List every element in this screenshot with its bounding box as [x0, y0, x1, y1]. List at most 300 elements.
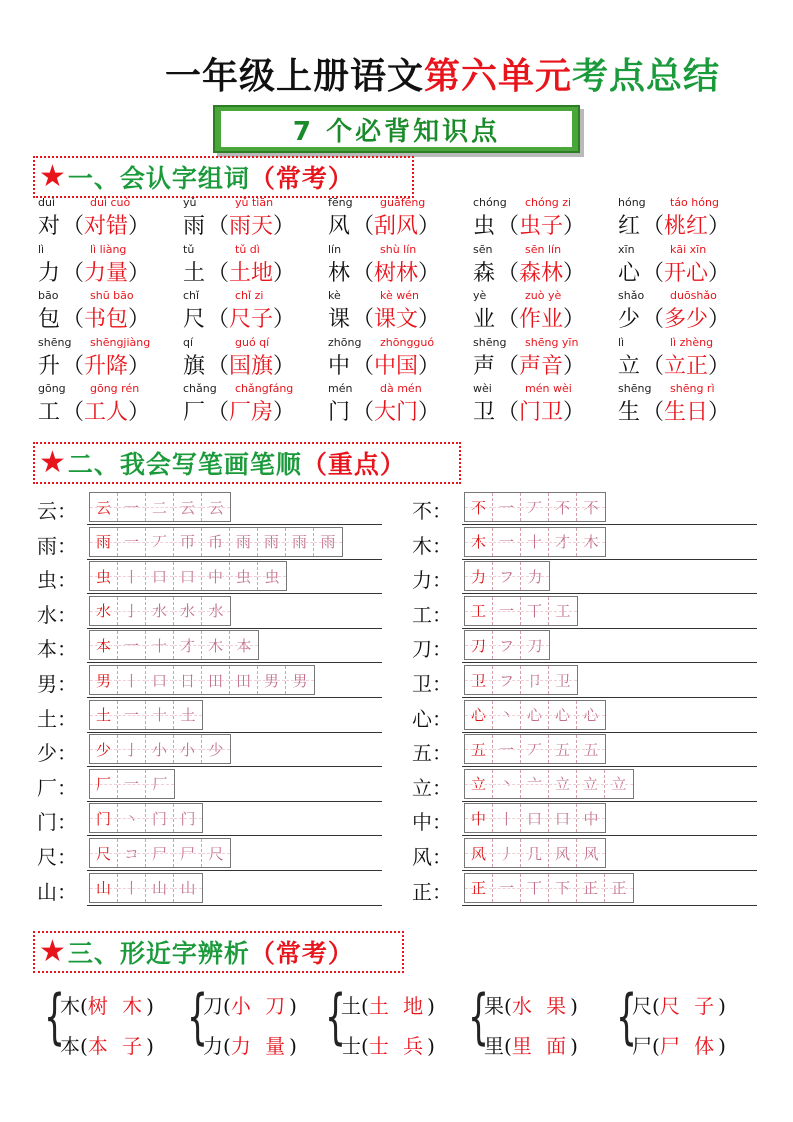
char: 森 [473, 260, 496, 286]
stroke-step: 少 [202, 735, 230, 763]
writing-line [462, 628, 757, 629]
stroke-step: 木 [577, 528, 605, 556]
stroke-step: 水 [90, 597, 118, 625]
word: 大门 [374, 400, 419, 425]
word: 生日 [664, 400, 709, 425]
stroke-step: 亠 [521, 770, 549, 798]
stroke-step: 山 [174, 874, 202, 902]
writing-line [87, 628, 382, 629]
similar-word: 尺 子 [659, 994, 719, 1018]
word-row [38, 242, 778, 289]
stroke-row [37, 838, 387, 872]
char-pinyin: lì [618, 335, 625, 349]
word-group: （开心） [642, 260, 731, 286]
word-group: （声音） [497, 353, 586, 379]
stroke-char-label: 立： [412, 775, 452, 800]
word-group: （大门） [352, 400, 441, 425]
stroke-step: 尸 [174, 839, 202, 867]
char: 升 [38, 353, 61, 379]
stroke-step: 雨 [258, 528, 286, 556]
section-tag: （常考） [249, 939, 354, 968]
char: 中 [328, 353, 351, 379]
stroke-boxes [464, 665, 578, 695]
word-item [183, 381, 328, 428]
similar-char: 尺 [632, 994, 652, 1018]
similar-char: 尸 [632, 1034, 652, 1058]
char-pinyin: wèi [473, 382, 492, 395]
writing-line [87, 905, 382, 906]
stroke-row [37, 561, 387, 595]
writing-line [462, 835, 757, 836]
stroke-step: 刀 [465, 631, 493, 659]
word-item [473, 195, 618, 242]
word-pinyin: gōng rén [90, 382, 140, 395]
char-pinyin: mén [328, 382, 353, 395]
stroke-char-label: 本： [37, 637, 77, 662]
word-item [328, 381, 473, 428]
stroke-step: 五 [549, 735, 577, 763]
section-title: 三、形近字辨析 [67, 939, 250, 968]
stroke-boxes [464, 596, 578, 626]
stroke-step: 丅 [521, 597, 549, 625]
stroke-step: フ [493, 562, 521, 590]
section-head-recognize [33, 156, 414, 198]
word-item [38, 288, 183, 335]
word-pinyin: chóng zi [525, 196, 572, 209]
char-pinyin: shǎo [618, 289, 645, 302]
stroke-step: 心 [549, 701, 577, 729]
char-pinyin: chóng [473, 196, 507, 209]
word-pinyin: guāfēng [380, 196, 426, 209]
char-pinyin: chǎng [183, 382, 217, 395]
word: 树林 [374, 260, 419, 286]
writing-line [87, 593, 382, 594]
stroke-step: 丶 [493, 701, 521, 729]
stroke-char-label: 尺： [37, 845, 77, 869]
similar-word: 水 果 [511, 994, 571, 1018]
writing-line [462, 662, 757, 663]
stroke-char-label: 云： [37, 499, 77, 523]
stroke-boxes [464, 873, 634, 903]
word-row [38, 381, 778, 428]
stroke-boxes [89, 561, 287, 591]
word-group: （尺子） [207, 307, 296, 332]
stroke-char-label: 卫： [412, 672, 452, 696]
stroke-step: 尸 [146, 839, 174, 867]
similar-char-line: 力(力 量) [203, 1034, 297, 1058]
word-group: （厂房） [207, 400, 296, 425]
writing-line [87, 697, 382, 698]
stroke-row [412, 596, 762, 630]
stroke-step: フ [493, 631, 521, 659]
stroke-char-label: 中： [412, 810, 452, 835]
char: 旗 [183, 353, 206, 379]
stroke-boxes [464, 803, 606, 833]
char-pinyin: xīn [618, 242, 635, 256]
char: 少 [618, 307, 641, 332]
word-group: （课文） [352, 307, 441, 332]
stroke-char-label: 木： [412, 533, 452, 558]
similar-char: 果 [484, 994, 504, 1018]
word-pinyin: duōshǎo [670, 289, 717, 302]
stroke-step: 男 [286, 666, 314, 694]
char-pinyin: kè [328, 289, 341, 302]
stroke-boxes [89, 769, 175, 799]
stroke-step: 厂 [90, 770, 118, 798]
stroke-row [37, 630, 387, 664]
stroke-step: 丨 [118, 874, 146, 902]
similar-char-line: 木(树 木) [60, 994, 154, 1018]
word-grid [38, 195, 778, 428]
char: 力 [38, 260, 61, 286]
stroke-step: 一 [118, 528, 146, 556]
word: 刮风 [374, 214, 419, 239]
char: 对 [38, 214, 61, 239]
word-item [328, 288, 473, 335]
word-pinyin: chǎngfáng [235, 382, 294, 395]
similar-pair [616, 982, 766, 1060]
stroke-row [412, 873, 762, 907]
similar-pair [187, 982, 337, 1060]
stroke-char-label: 水： [37, 602, 77, 627]
word-pinyin: shēng yīn [525, 335, 579, 349]
stroke-char-label: 力： [412, 568, 452, 593]
title-part-unit: 第六单元 [424, 56, 573, 97]
word: 门卫 [519, 400, 564, 425]
char: 土 [183, 260, 206, 286]
word-pinyin: tǔ dì [235, 242, 260, 256]
stroke-step: 口 [174, 562, 202, 590]
stroke-step: 一 [118, 770, 146, 798]
stroke-boxes [89, 838, 231, 868]
stroke-row [37, 596, 387, 630]
writing-line [462, 766, 757, 767]
word-pinyin: guó qí [235, 335, 270, 349]
similar-char-line: 果(水 果) [484, 994, 578, 1018]
similar-char: 刀 [203, 994, 223, 1018]
section-head-stroke-order [33, 442, 461, 484]
word-pinyin: zhōngguó [380, 335, 435, 349]
star-icon: ★ [39, 159, 66, 194]
word-group: （生日） [642, 400, 731, 425]
stroke-step: 刀 [521, 631, 549, 659]
stroke-row [37, 803, 387, 837]
stroke-row [37, 665, 387, 699]
stroke-step: 中 [202, 562, 230, 590]
stroke-step: コ [118, 839, 146, 867]
char-pinyin: sēn [473, 242, 493, 256]
word-pinyin: yǔ tiān [235, 196, 274, 209]
stroke-char-label: 少： [37, 741, 77, 766]
stroke-boxes [464, 838, 606, 868]
writing-line [462, 697, 757, 698]
stroke-step: 水 [146, 597, 174, 625]
stroke-char-label: 刀： [412, 637, 452, 662]
stroke-step: 丶 [493, 770, 521, 798]
word-group: （对错） [62, 214, 151, 239]
char: 雨 [183, 214, 206, 239]
stroke-row [412, 630, 762, 664]
char: 声 [473, 353, 496, 379]
stroke-row [37, 527, 387, 561]
writing-line [462, 559, 757, 560]
stroke-row [412, 838, 762, 872]
stroke-step: 才 [549, 528, 577, 556]
similar-word: 尸 体 [659, 1034, 719, 1058]
similar-pair [325, 982, 475, 1060]
writing-line [87, 662, 382, 663]
similar-char: 士 [341, 1034, 361, 1058]
stroke-step: 十 [146, 701, 174, 729]
word: 对错 [84, 214, 129, 239]
stroke-step: 心 [521, 701, 549, 729]
stroke-boxes [89, 630, 259, 660]
word-item [183, 288, 328, 335]
stroke-step: 田 [202, 666, 230, 694]
word-item [38, 381, 183, 428]
writing-line [87, 524, 382, 525]
stroke-step: 云 [90, 493, 118, 521]
stroke-row [412, 561, 762, 595]
stroke-step: 尺 [202, 839, 230, 867]
stroke-step: 卩 [521, 666, 549, 694]
word-group: （力量） [62, 260, 151, 286]
stroke-row [412, 527, 762, 561]
stroke-step: 丨 [493, 804, 521, 832]
word-pinyin: zuò yè [525, 289, 562, 302]
stroke-char-label: 五： [412, 741, 452, 766]
similar-pair [44, 982, 194, 1060]
stroke-step: 雨 [314, 528, 342, 556]
stroke-boxes [464, 527, 606, 557]
stroke-char-label: 厂： [37, 775, 77, 800]
banner-text: 7 个必背知识点 [221, 111, 572, 147]
stroke-step: 雨 [90, 528, 118, 556]
stroke-row [37, 769, 387, 803]
stroke-step: 二 [146, 493, 174, 521]
page-title [165, 48, 720, 99]
word-item [618, 335, 763, 382]
stroke-step: 下 [549, 874, 577, 902]
stroke-boxes [464, 561, 550, 591]
word-pinyin: chǐ zi [235, 289, 264, 302]
char: 门 [328, 400, 351, 425]
section-title: 二、我会写笔画笔顺 [67, 450, 302, 479]
char: 虫 [473, 214, 496, 239]
word: 书包 [84, 307, 129, 332]
word-group: （书包） [62, 307, 151, 332]
char: 林 [328, 260, 351, 286]
char-pinyin: lín [328, 242, 342, 256]
char-pinyin: hóng [618, 196, 646, 209]
stroke-boxes [89, 665, 315, 695]
writing-line [87, 559, 382, 560]
char-pinyin: tǔ [183, 242, 195, 256]
word: 作业 [519, 307, 564, 332]
word-group: （作业） [497, 307, 586, 332]
stroke-step: 丆 [521, 493, 549, 521]
word-group: （立正） [642, 353, 731, 379]
stroke-step: 帀 [174, 528, 202, 556]
writing-line [462, 870, 757, 871]
stroke-step: 小 [146, 735, 174, 763]
char: 工 [38, 400, 61, 425]
stroke-step: 不 [577, 493, 605, 521]
stroke-step: 一 [493, 528, 521, 556]
similar-char-line: 刀(小 刀) [203, 994, 297, 1018]
stroke-char-label: 山： [37, 879, 77, 904]
word-pinyin: táo hóng [670, 196, 719, 209]
word-item [183, 242, 328, 289]
word: 中国 [374, 353, 419, 379]
stroke-char-label: 门： [37, 810, 77, 835]
stroke-step: 口 [549, 804, 577, 832]
word: 尺子 [229, 307, 274, 332]
section-head-similar [33, 931, 404, 973]
stroke-boxes [89, 873, 203, 903]
stroke-step: 中 [577, 804, 605, 832]
stroke-step: 云 [202, 493, 230, 521]
writing-line [462, 732, 757, 733]
char-pinyin: fēng [328, 196, 353, 209]
stroke-char-label: 心： [412, 706, 452, 731]
stroke-boxes [464, 734, 606, 764]
word-row [38, 195, 778, 242]
stroke-step: 十 [521, 528, 549, 556]
stroke-boxes [464, 769, 634, 799]
word: 多少 [664, 307, 709, 332]
word-group: （桃红） [642, 214, 731, 239]
stroke-step: 虫 [258, 562, 286, 590]
word-pinyin: shēngjiàng [90, 335, 151, 349]
stroke-step: 风 [577, 839, 605, 867]
title-part-grade: 一年级上册语文 [165, 56, 425, 97]
similar-char-line: 土(土 地) [341, 994, 435, 1018]
stroke-char-label: 土： [37, 706, 77, 731]
char-pinyin: bāo [38, 289, 59, 302]
char: 生 [618, 400, 641, 425]
char: 尺 [183, 307, 206, 332]
stroke-row [37, 700, 387, 734]
char-pinyin: duì [38, 196, 56, 209]
section-tag: （常考） [249, 164, 354, 193]
stroke-step: 雨 [286, 528, 314, 556]
section-title: 一、会认字组词 [67, 164, 250, 193]
char-pinyin: chǐ [183, 289, 200, 302]
word-item [618, 381, 763, 428]
stroke-boxes [89, 734, 231, 764]
stroke-step: 本 [230, 631, 258, 659]
stroke-step: 一 [493, 493, 521, 521]
word: 雨天 [229, 214, 274, 239]
brace-icon: { [187, 982, 209, 1052]
stroke-row [37, 873, 387, 907]
word-item [38, 335, 183, 382]
stroke-char-label: 不： [412, 499, 452, 523]
word-pinyin: shū bāo [90, 289, 134, 302]
stroke-row [412, 734, 762, 768]
stroke-step: 门 [174, 804, 202, 832]
stroke-row [412, 700, 762, 734]
stroke-step: 木 [202, 631, 230, 659]
word-group: （刮风） [352, 214, 441, 239]
stroke-step: 力 [521, 562, 549, 590]
word: 厂房 [229, 400, 274, 425]
writing-line [87, 835, 382, 836]
word-item [183, 335, 328, 382]
similar-word: 里 面 [511, 1034, 571, 1058]
stroke-boxes [464, 630, 550, 660]
similar-pair [468, 982, 618, 1060]
stroke-step: 男 [258, 666, 286, 694]
stroke-char-label: 风： [412, 845, 452, 869]
word-group: （雨天） [207, 214, 296, 239]
stroke-step: 不 [465, 493, 493, 521]
word-group: （树林） [352, 260, 441, 286]
stroke-step: 丆 [146, 528, 174, 556]
stroke-step: 丨 [118, 562, 146, 590]
stroke-step: 立 [465, 770, 493, 798]
word-group: （中国） [352, 353, 441, 379]
char: 心 [618, 260, 641, 286]
word-item [38, 242, 183, 289]
stroke-step: 风 [549, 839, 577, 867]
word-group: （工人） [62, 400, 151, 425]
stroke-step: 亅 [118, 735, 146, 763]
similar-word: 树 木 [87, 994, 147, 1018]
char: 厂 [183, 400, 206, 425]
stroke-step: 男 [90, 666, 118, 694]
stroke-char-label: 虫： [37, 568, 77, 593]
word-item [618, 288, 763, 335]
stroke-boxes [89, 527, 343, 557]
word-row [38, 288, 778, 335]
char: 课 [328, 307, 351, 332]
word-pinyin: lì liàng [90, 242, 127, 256]
char-pinyin: lì [38, 242, 45, 256]
stroke-step: 虫 [90, 562, 118, 590]
stroke-step: 立 [605, 770, 633, 798]
stroke-step: 卫 [549, 666, 577, 694]
word-item [38, 195, 183, 242]
brace-icon: { [468, 982, 490, 1052]
word-item [473, 335, 618, 382]
knowledge-banner [213, 105, 580, 153]
stroke-step: 一 [493, 597, 521, 625]
stroke-step: 风 [465, 839, 493, 867]
stroke-step: 土 [174, 701, 202, 729]
stroke-step: 丅 [521, 874, 549, 902]
stroke-step: 一 [118, 701, 146, 729]
similar-char: 木 [60, 994, 80, 1018]
similar-char-line: 里(里 面) [484, 1034, 578, 1058]
stroke-step: 心 [465, 701, 493, 729]
stroke-step: 中 [465, 804, 493, 832]
word-item [328, 242, 473, 289]
word-pinyin: dà mén [380, 382, 422, 395]
star-icon: ★ [39, 934, 66, 969]
char: 立 [618, 353, 641, 379]
similar-char-line: 尸(尸 体) [632, 1034, 726, 1058]
stroke-boxes [89, 803, 203, 833]
stroke-step: 尺 [90, 839, 118, 867]
stroke-step: 口 [146, 666, 174, 694]
word: 立正 [664, 353, 709, 379]
stroke-row [412, 769, 762, 803]
stroke-step: 口 [146, 562, 174, 590]
word: 课文 [374, 307, 419, 332]
stroke-step: フ [493, 666, 521, 694]
